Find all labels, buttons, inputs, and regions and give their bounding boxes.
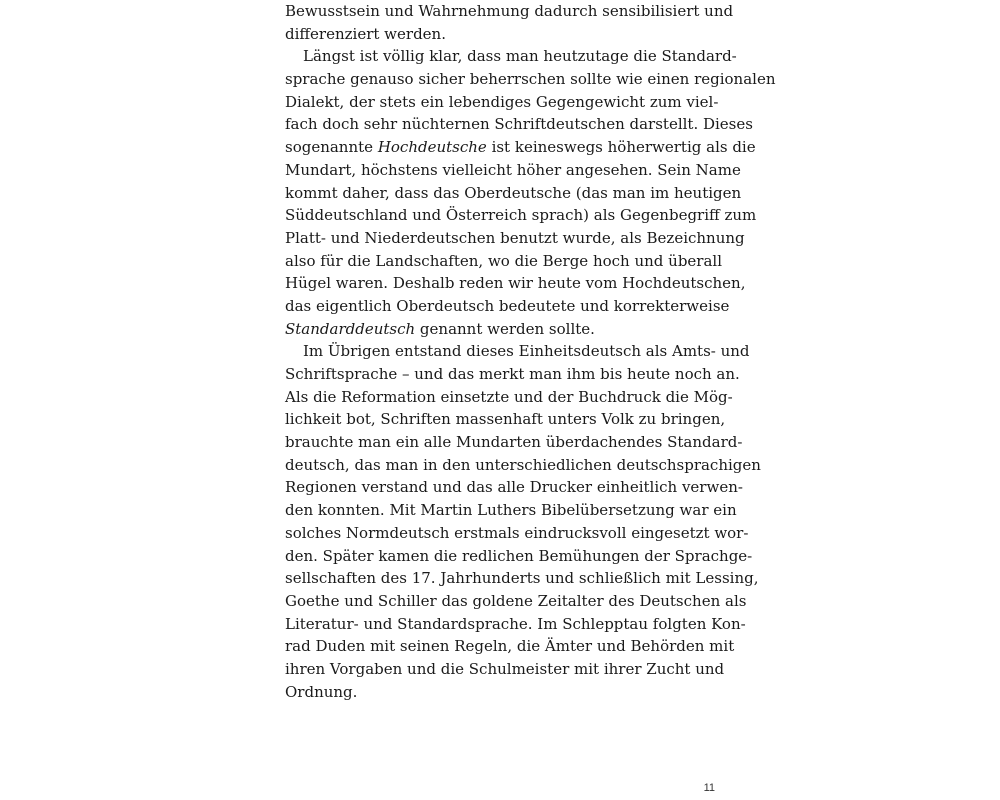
text-fragment: sogenannte [285, 138, 378, 157]
text-line [285, 318, 715, 341]
text-line: Im Übrigen entstand dieses Einheitsdeutsch als Amts- und [303, 342, 750, 361]
page-number: 11 [703, 782, 715, 794]
text-line: lichkeit bot, Schriften massenhaft unters Volk zu bringen, [285, 410, 726, 429]
body-text [285, 0, 776, 703]
text-line: den konnten. Mit Martin Luthers Bibelübersetzung war ein [285, 501, 737, 520]
text-line: also für die Landschaften, wo die Berge hoch und überall [285, 251, 723, 270]
paragraph-continuation [285, 0, 734, 45]
emphasized-term: Hochdeutsche [377, 138, 487, 157]
text-line: das eigentlich Oberdeutsch bedeutete und korrekterweise [285, 296, 730, 315]
text-line: den. Später kamen die redlichen Bemühungen der Sprachge- [285, 546, 753, 565]
text-line: Platt- und Niederdeutschen benutzt wurde, als Bezeichnung [285, 228, 745, 247]
text-line: differenziert werden. [285, 24, 446, 43]
text-line: Literatur- und Standardsprache. Im Schlepptau folgten Kon- [285, 614, 746, 633]
text-line: Als die Reformation einsetzte und der Buchdruck die Mög- [285, 387, 733, 406]
text-line: sprache genauso sicher beherrschen sollte wie einen regionalen [285, 70, 776, 89]
text-line: fach doch sehr nüchternen Schriftdeutschen darstellt. Dieses [285, 115, 753, 134]
text-line: sellschaften des 17. Jahrhunderts und schließlich mit Lessing, [285, 569, 759, 588]
text-line: solches Normdeutsch erstmals eindrucksvoll eingesetzt wor- [285, 523, 749, 542]
text-line: Längst ist völlig klar, dass man heutzutage die Standard- [303, 47, 737, 66]
text-line: deutsch, das man in den unterschiedlichen deutschsprachigen [285, 455, 761, 474]
text-line: Bewusstsein und Wahrnehmung dadurch sensibilisiert und [285, 2, 734, 20]
text-line: Mundart, höchstens vielleicht höher angesehen. Sein Name [285, 160, 741, 179]
emphasized-term: Standarddeutsch [285, 319, 416, 338]
text-line: Dialekt, der stets ein lebendiges Gegengewicht zum viel- [285, 92, 719, 111]
text-line: ihren Vorgaben und die Schulmeister mit ihrer Zucht und [285, 659, 725, 678]
text-line: Hügel waren. Deshalb reden wir heute vom Hochdeutschen, [285, 274, 746, 293]
text-fragment: ist keineswegs höherwertig als die [486, 138, 756, 157]
text-line: Goethe und Schiller das goldene Zeitalter des Deutschen als [285, 591, 747, 610]
text-line: rad Duden mit seinen Regeln, die Ämter und Behörden mit [285, 637, 735, 656]
text-line: Ordnung. [285, 682, 358, 701]
paragraph-einheitsdeutsch [285, 340, 761, 703]
text-line: kommt daher, dass das Oberdeutsche (das man im heutigen [285, 183, 742, 202]
text-line: Schriftsprache – und das merkt man ihm bis heute noch an. [285, 365, 740, 383]
text-line: Regionen verstand und das alle Drucker einheitlich verwen- [285, 478, 743, 497]
paragraph-hochdeutsch [285, 45, 776, 340]
text-line [285, 136, 756, 159]
text-line: brauchte man ein alle Mundarten überdachendes Standard- [285, 433, 743, 452]
text-fragment: genannt werden sollte. [415, 319, 595, 338]
text-line: Süddeutschland und Österreich sprach) als Gegenbegriff zum [285, 206, 757, 225]
